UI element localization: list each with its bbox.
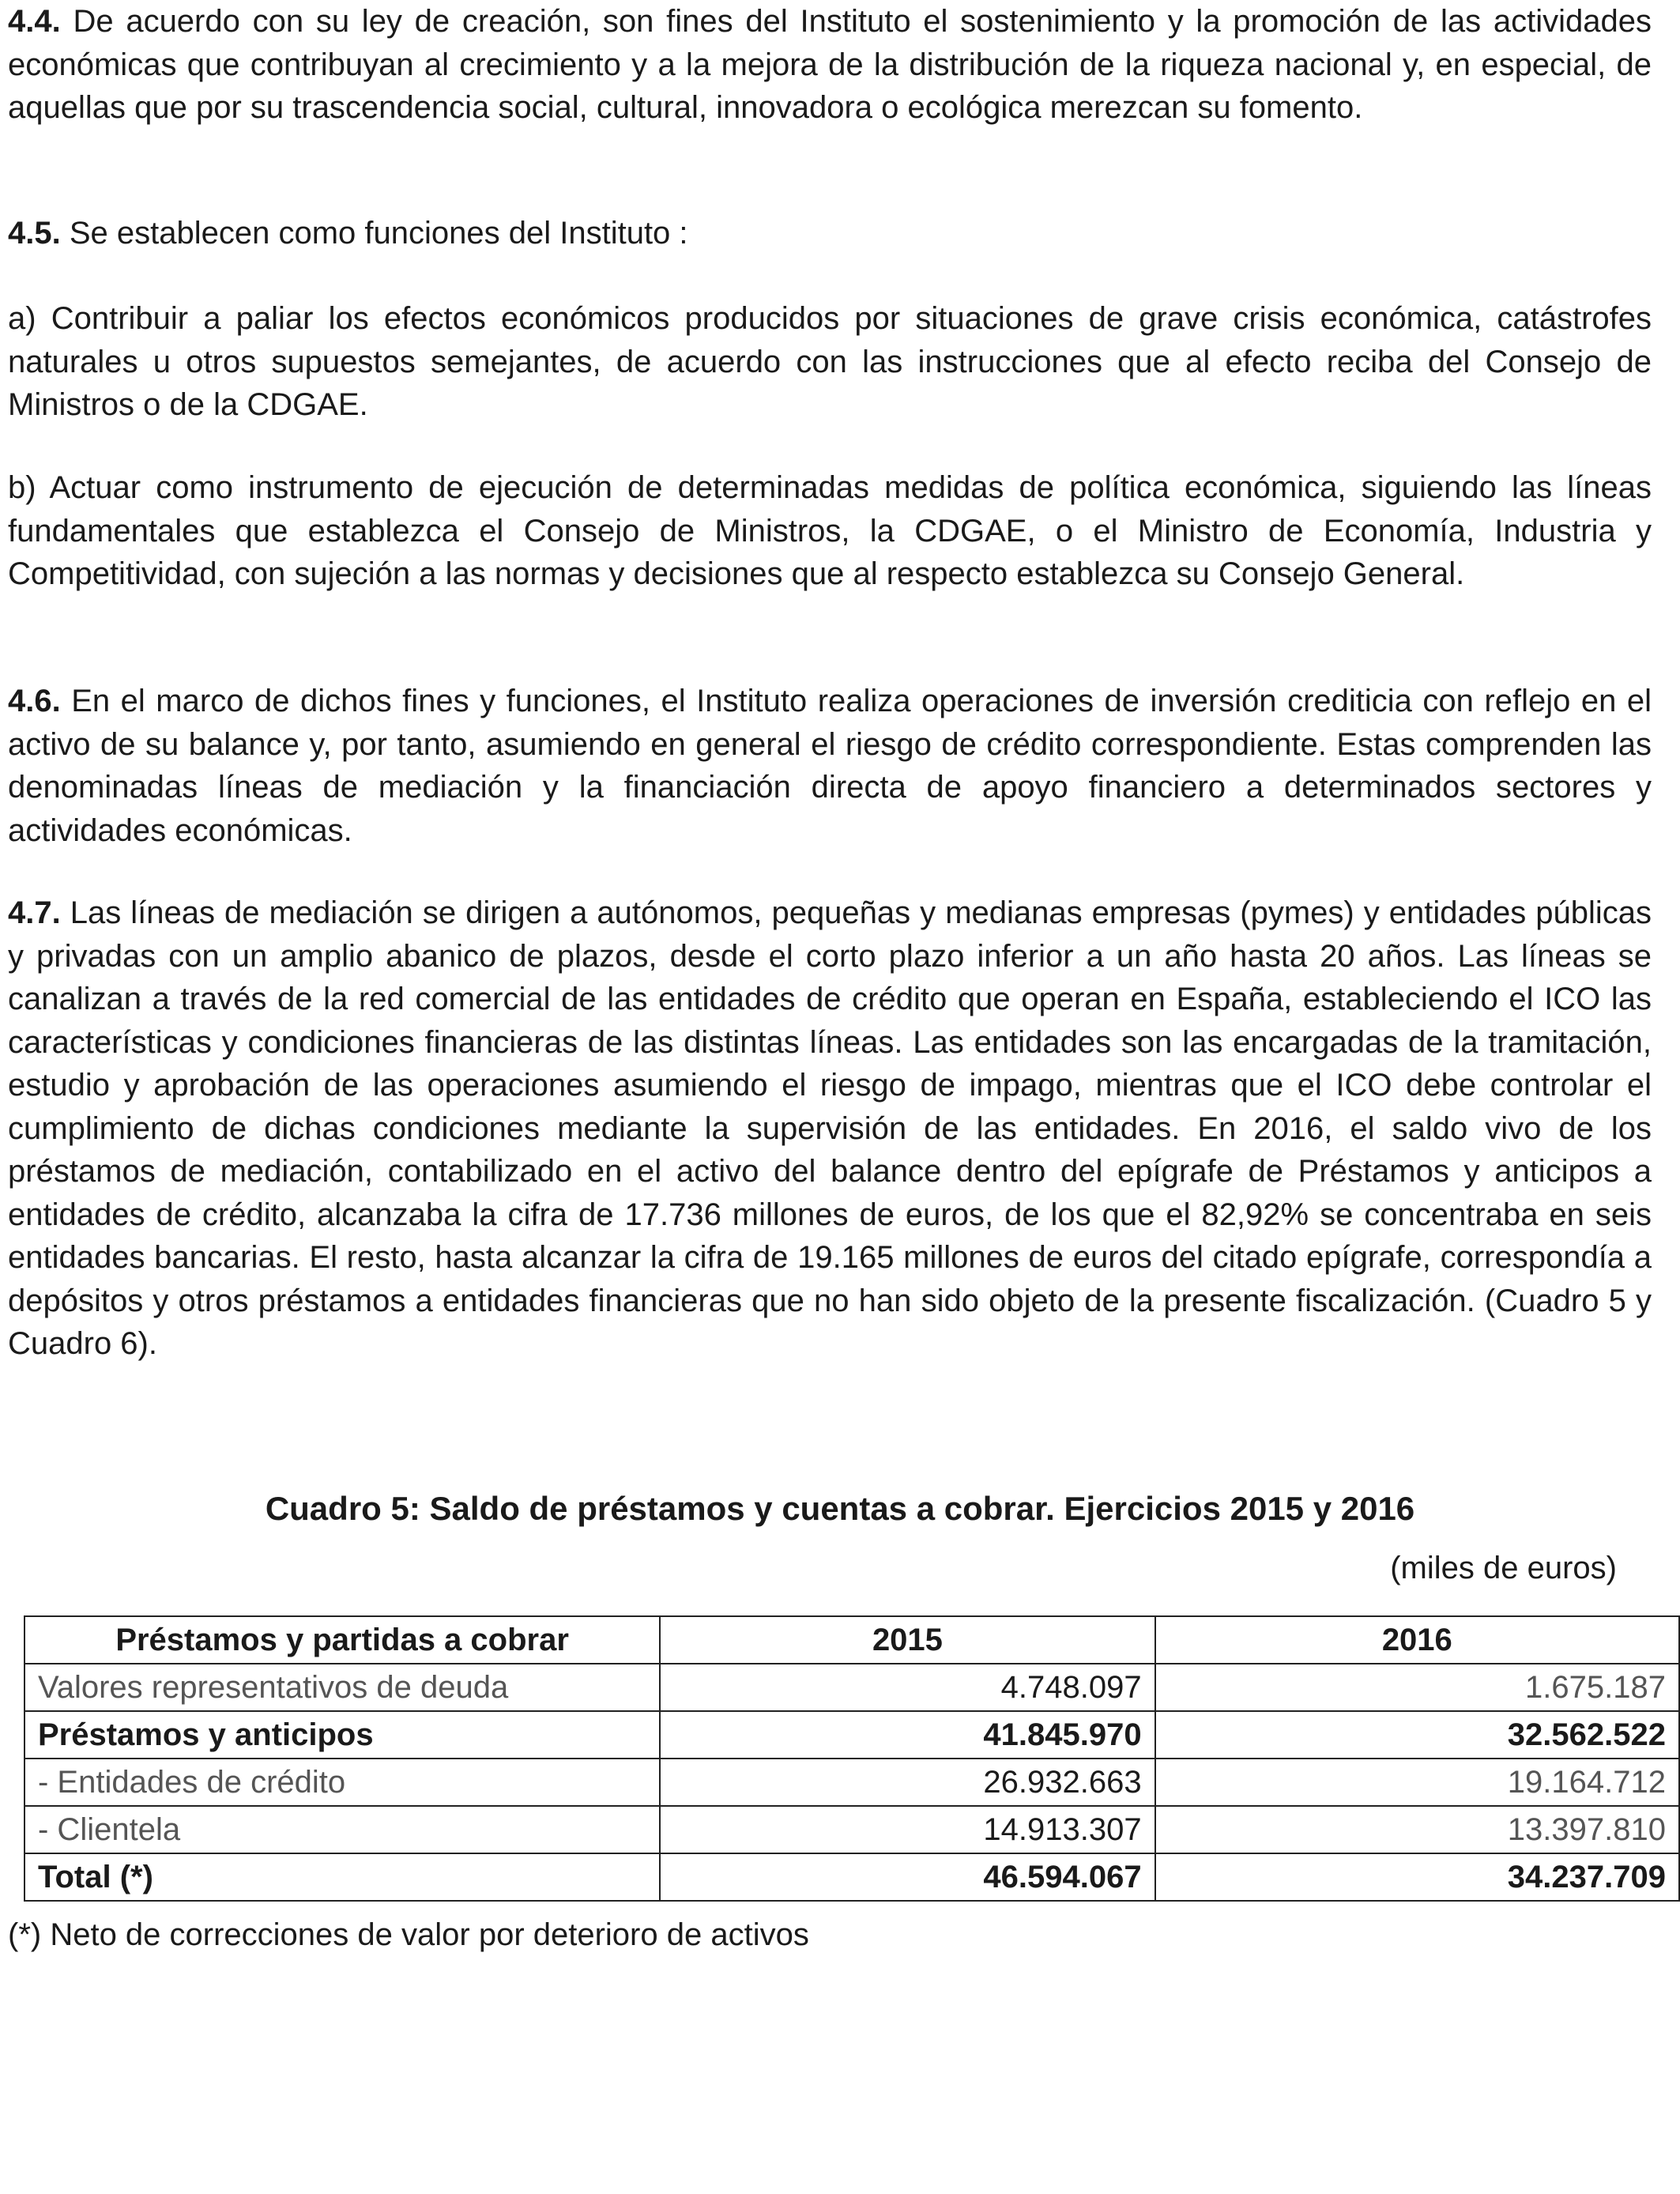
value-2015: 46.594.067 <box>660 1853 1155 1901</box>
table-title: Cuadro 5: Saldo de préstamos y cuentas a cobrar. Ejercicios 2015 y 2016 <box>265 1490 1415 1527</box>
value-2016: 34.237.709 <box>1155 1853 1679 1901</box>
paragraph-text: a) Contribuir a paliar los efectos económicos producidos por situaciones de grave crisis económica, catástrofes naturales u otros supuestos semejantes, de acuerdo con las instrucciones que al efecto reciba del Consejo de Ministros o de la CDGAE. <box>8 301 1652 422</box>
row-label: - Clientela <box>24 1806 660 1853</box>
paragraph-text: De acuerdo con su ley de creación, son fines del Instituto el sostenimiento y la promoción de las actividades económicas que contribuyan al crecimiento y a la mejora de la distribución de la riqueza nacional y, en especial, de aquellas que por su trascendencia social, cultural, innovadora o ecológica merezcan su fomento. <box>8 4 1652 125</box>
row-label: Préstamos y anticipos <box>24 1711 660 1759</box>
paragraph-4-5 <box>8 212 1652 255</box>
paragraph-text: Las líneas de mediación se dirigen a autónomos, pequeñas y medianas empresas (pymes) y entidades públicas y privadas con un amplio abanico de plazos, desde el corto plazo inferior a un año hasta 20 años. Las líneas se canalizan a través de la red comercial de las entidades de crédito que operan en España, estableciendo el ICO las características y condiciones financieras de las distintas líneas. Las entidades son las encargadas de la tramitación, estudio y aprobación de las operaciones asumiendo el riesgo de impago, mientras que el ICO debe controlar el cumplimiento de dichas condiciones mediante la supervisión de las entidades. En 2016, el saldo vivo de los préstamos de mediación, contabilizado en el activo del balance dentro del epígrafe de Préstamos y anticipos a entidades de crédito, alcanzaba la cifra de 17.736 millones de euros, de los que el 82,92% se concentraba en seis entidades bancarias. El resto, hasta alcanzar la cifra de 19.165 millones de euros del citado epígrafe, correspondía a depósitos y otros préstamos a entidades financieras que no han sido objeto de la presente fiscalización. (Cuadro 5 y Cuadro 6). <box>8 895 1652 1361</box>
table-row-total <box>24 1853 1679 1901</box>
header-2015: 2015 <box>660 1616 1155 1664</box>
value-2016: 13.397.810 <box>1155 1806 1679 1853</box>
table-units: (miles de euros) <box>1390 1551 1617 1585</box>
paragraph-4-6 <box>8 680 1652 852</box>
paragraph-text: b) Actuar como instrumento de ejecución de determinadas medidas de política económica, siguiendo las líneas fundamentales que establezca el Consejo de Ministros, la CDGAE, o el Ministro de Economía, Industria y Competitividad, con sujeción a las normas y decisiones que al respecto establezca su Consejo General. <box>8 470 1652 591</box>
paragraph-number: 4.6. <box>8 684 61 718</box>
row-label: - Entidades de crédito <box>24 1759 660 1806</box>
paragraph-function-b <box>8 466 1652 596</box>
value-2015: 14.913.307 <box>660 1806 1155 1853</box>
table-row <box>24 1759 1679 1806</box>
header-2016: 2016 <box>1155 1616 1679 1664</box>
table-row <box>24 1711 1679 1759</box>
loans-table <box>24 1615 1680 1902</box>
paragraph-number: 4.4. <box>8 4 61 39</box>
value-2016: 19.164.712 <box>1155 1759 1679 1806</box>
paragraph-text: Se establecen como funciones del Instituto : <box>60 216 688 251</box>
paragraph-4-4 <box>8 0 1652 130</box>
table-header-row <box>24 1616 1679 1664</box>
paragraph-text: En el marco de dichos fines y funciones, el Instituto realiza operaciones de inversión crediticia con reflejo en el activo de su balance y, por tanto, asumiendo en general el riesgo de crédito correspondiente. Estas comprenden las denominadas líneas de mediación y la financiación directa de apoyo financiero a determinados sectores y actividades económicas. <box>8 684 1652 848</box>
paragraph-4-7 <box>8 892 1652 1366</box>
paragraph-function-a <box>8 297 1652 427</box>
value-2015: 41.845.970 <box>660 1711 1155 1759</box>
value-2015: 26.932.663 <box>660 1759 1155 1806</box>
value-2015: 4.748.097 <box>660 1664 1155 1711</box>
header-concept: Préstamos y partidas a cobrar <box>24 1616 660 1664</box>
value-2016: 32.562.522 <box>1155 1711 1679 1759</box>
paragraph-number: 4.5. <box>8 216 61 251</box>
value-2016: 1.675.187 <box>1155 1664 1679 1711</box>
row-label: Total (*) <box>24 1853 660 1901</box>
paragraph-number: 4.7. <box>8 895 61 930</box>
row-label: Valores representativos de deuda <box>24 1664 660 1711</box>
table-footnote: (*) Neto de correcciones de valor por deterioro de activos <box>8 1917 809 1952</box>
table-row <box>24 1664 1679 1711</box>
table-row <box>24 1806 1679 1853</box>
